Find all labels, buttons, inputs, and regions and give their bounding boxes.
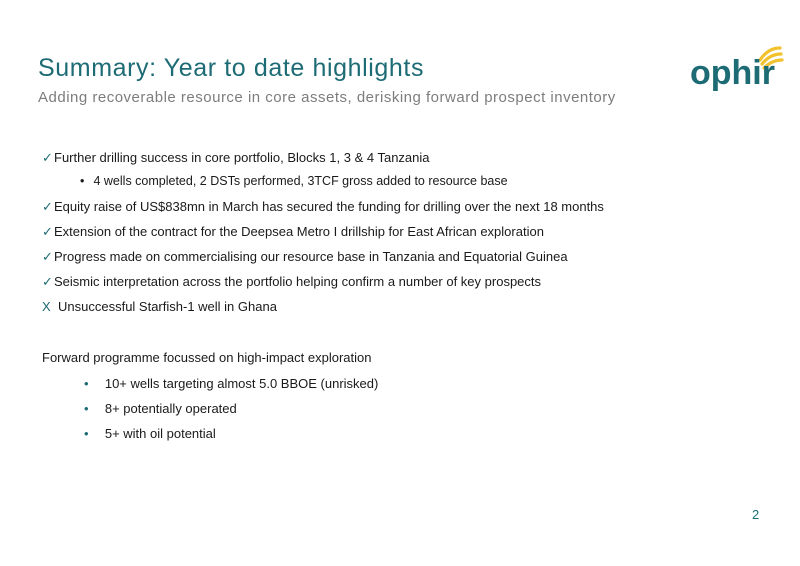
forward-item [84, 426, 216, 441]
bullet-icon: • [84, 376, 89, 391]
highlight-item [42, 274, 541, 290]
logo-text: ophir [690, 54, 775, 92]
cross-icon: X [42, 299, 51, 314]
ophir-logo [688, 40, 784, 98]
highlight-item [42, 150, 430, 166]
checkmark-icon: ✓ [42, 224, 53, 239]
highlight-text: Further drilling success in core portfolio, Blocks 1, 3 & 4 Tanzania [54, 150, 430, 165]
highlight-text: Seismic interpretation across the portfolio helping confirm a number of key prospects [54, 274, 542, 289]
forward-text: 5+ with oil potential [104, 426, 216, 441]
checkmark-icon: ✓ [42, 274, 53, 289]
highlight-text: Unsuccessful Starfish-1 well in Ghana [58, 299, 277, 314]
forward-text: 10+ wells targeting almost 5.0 BBOE (unrisked) [104, 376, 379, 391]
highlight-item [42, 199, 604, 215]
bullet-icon: • [84, 401, 89, 416]
bullet-icon: • [84, 426, 89, 441]
checkmark-icon: ✓ [42, 249, 53, 264]
checkmark-icon: ✓ [42, 199, 53, 214]
bullet-icon: • [80, 174, 85, 188]
highlight-text: Progress made on commercialising our resource base in Tanzania and Equatorial Guinea [54, 249, 568, 264]
highlight-item [42, 249, 568, 265]
forward-item [84, 401, 237, 416]
forward-text: 8+ potentially operated [104, 401, 237, 416]
slide-subtitle: Adding recoverable resource in core assets, derisking forward prospect inventory [38, 89, 616, 106]
page-number: 2 [752, 507, 760, 522]
highlight-text: 4 wells completed, 2 DSTs performed, 3TCF gross added to resource base [93, 174, 508, 188]
slide-title: Summary: Year to date highlights [38, 54, 425, 82]
highlight-text: Equity raise of US$838mn in March has secured the funding for drilling over the next 18 months [54, 199, 604, 214]
highlight-item [42, 299, 277, 314]
highlight-subitem [80, 174, 508, 188]
forward-heading: Forward programme focussed on high-impact exploration [42, 350, 372, 365]
highlight-item [42, 224, 544, 240]
checkmark-icon: ✓ [42, 150, 53, 165]
highlight-text: Extension of the contract for the Deepsea Metro I drillship for East African exploration [54, 224, 544, 239]
sun-rays-icon [688, 40, 784, 98]
forward-item [84, 376, 378, 391]
